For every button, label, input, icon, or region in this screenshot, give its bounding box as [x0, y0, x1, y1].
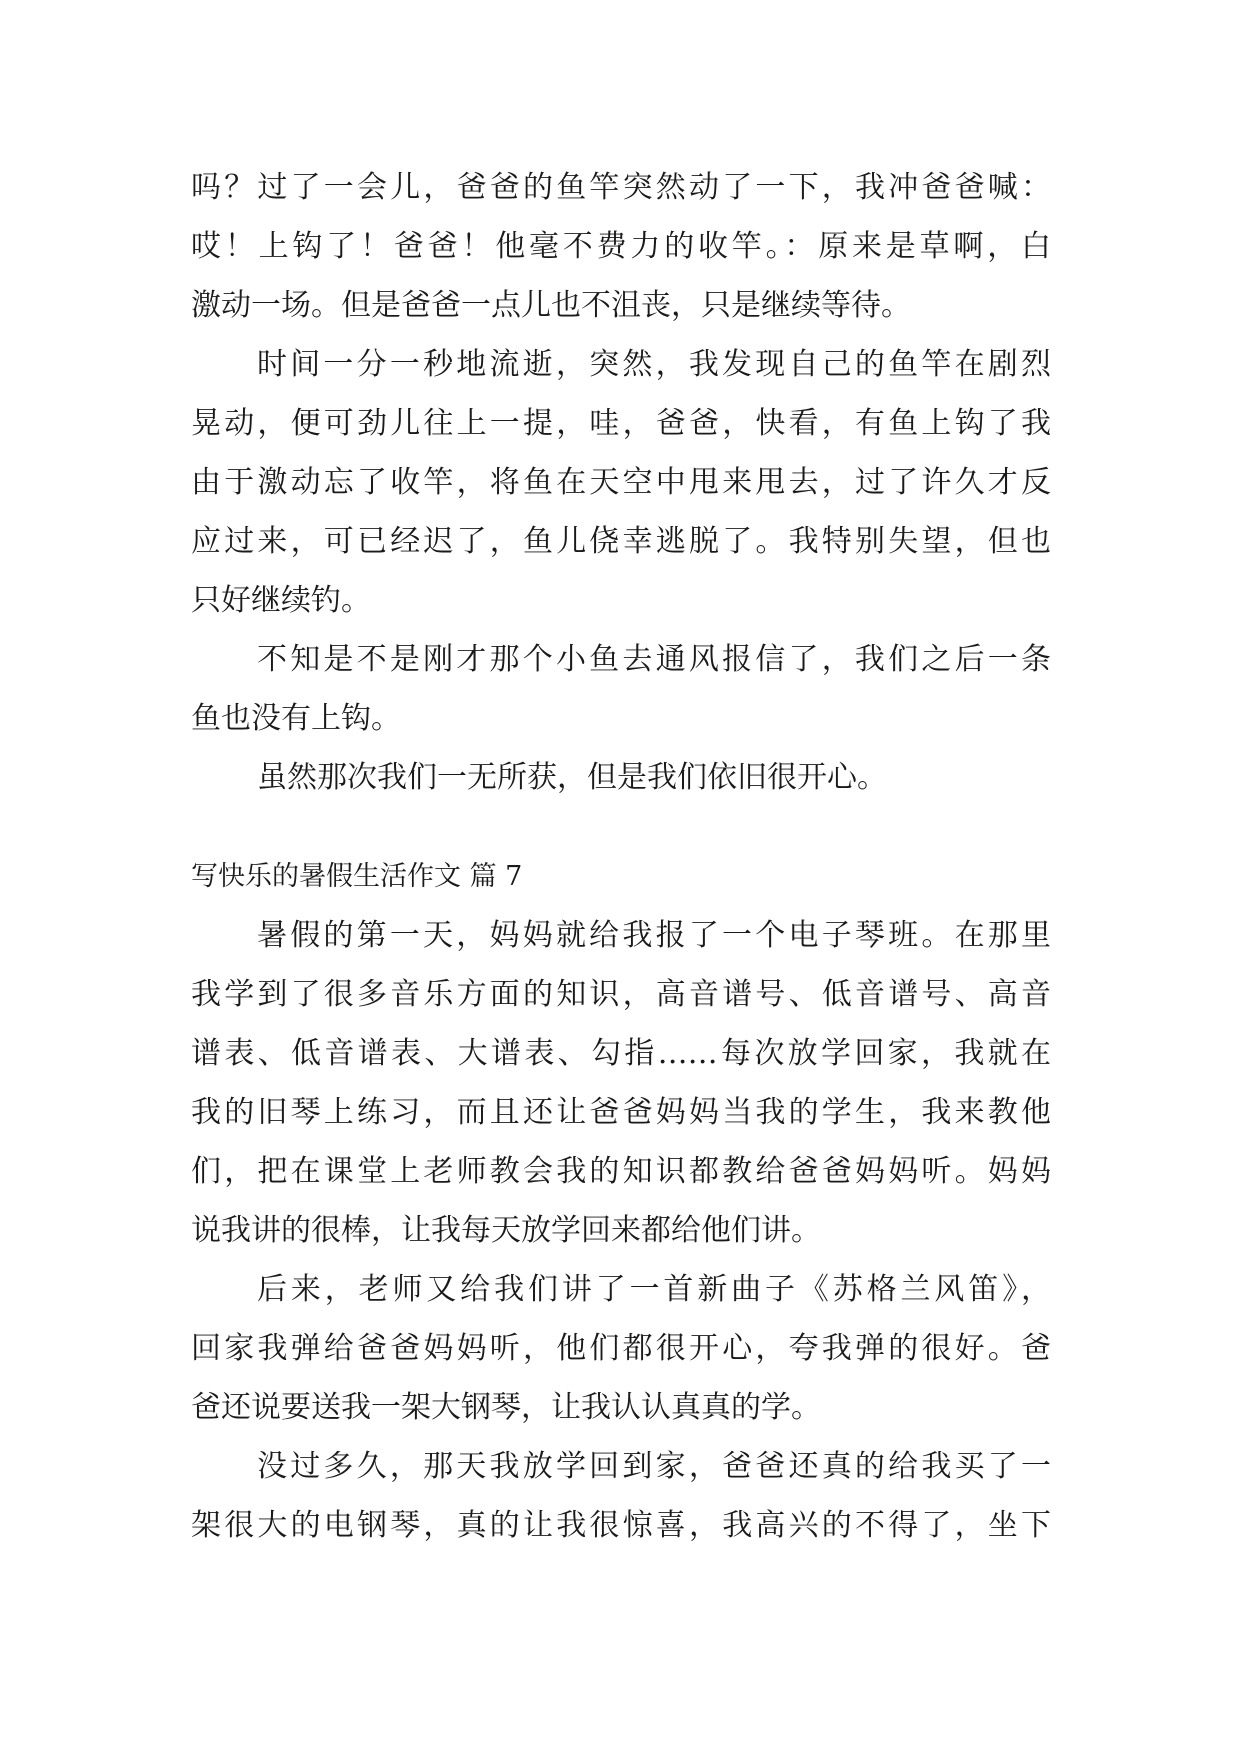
- section-heading: 写快乐的暑假生活作文 篇 7: [191, 861, 523, 892]
- text-line: 由于激动忘了收竿，将鱼在天空中甩来甩去，过了许久才反: [191, 465, 1051, 500]
- text-line: 应过来，可已经迟了，鱼儿侥幸逃脱了。我特别失望，但也: [191, 524, 1051, 559]
- text-line: 只好继续钓。: [191, 583, 371, 618]
- text-line: 鱼也没有上钩。: [191, 701, 401, 736]
- text-line: 暑假的第一天，妈妈就给我报了一个电子琴班。在那里: [257, 918, 1051, 953]
- text-line: 说我讲的很棒，让我每天放学回来都给他们讲。: [191, 1213, 821, 1248]
- text-line: 架很大的电钢琴，真的让我很惊喜，我高兴的不得了，坐下: [191, 1508, 1051, 1543]
- text-line: 时间一分一秒地流逝，突然，我发现自己的鱼竿在剧烈: [257, 347, 1051, 382]
- text-line: 爸还说要送我一架大钢琴，让我认认真真的学。: [191, 1390, 821, 1425]
- text-line: 我学到了很多音乐方面的知识，高音谱号、低音谱号、高音: [191, 977, 1051, 1012]
- text-line: 回家我弹给爸爸妈妈听，他们都很开心，夸我弹的很好。爸: [191, 1331, 1051, 1366]
- text-line: 不知是不是刚才那个小鱼去通风报信了，我们之后一条: [257, 642, 1051, 677]
- text-line: 吗？过了一会儿，爸爸的鱼竿突然动了一下，我冲爸爸喊：: [191, 170, 1051, 205]
- text-line: 激动一场。但是爸爸一点儿也不沮丧，只是继续等待。: [191, 288, 911, 323]
- text-line: 晃动，便可劲儿往上一提，哇，爸爸，快看，有鱼上钩了我: [191, 406, 1051, 441]
- text-line: 们，把在课堂上老师教会我的知识都教给爸爸妈妈听。妈妈: [191, 1154, 1051, 1189]
- text-line: 哎！上钩了！爸爸！他毫不费力的收竿。：原来是草啊，白: [191, 229, 1051, 264]
- text-line: 虽然那次我们一无所获，但是我们依旧很开心。: [257, 760, 887, 795]
- text-line: 后来，老师又给我们讲了一首新曲子《苏格兰风笛》，: [257, 1272, 1051, 1307]
- text-line: 谱表、低音谱表、大谱表、勾指……每次放学回家，我就在: [191, 1036, 1051, 1071]
- text-line: 我的旧琴上练习，而且还让爸爸妈妈当我的学生，我来教他: [191, 1095, 1051, 1130]
- text-line: 没过多久，那天我放学回到家，爸爸还真的给我买了一: [257, 1449, 1051, 1484]
